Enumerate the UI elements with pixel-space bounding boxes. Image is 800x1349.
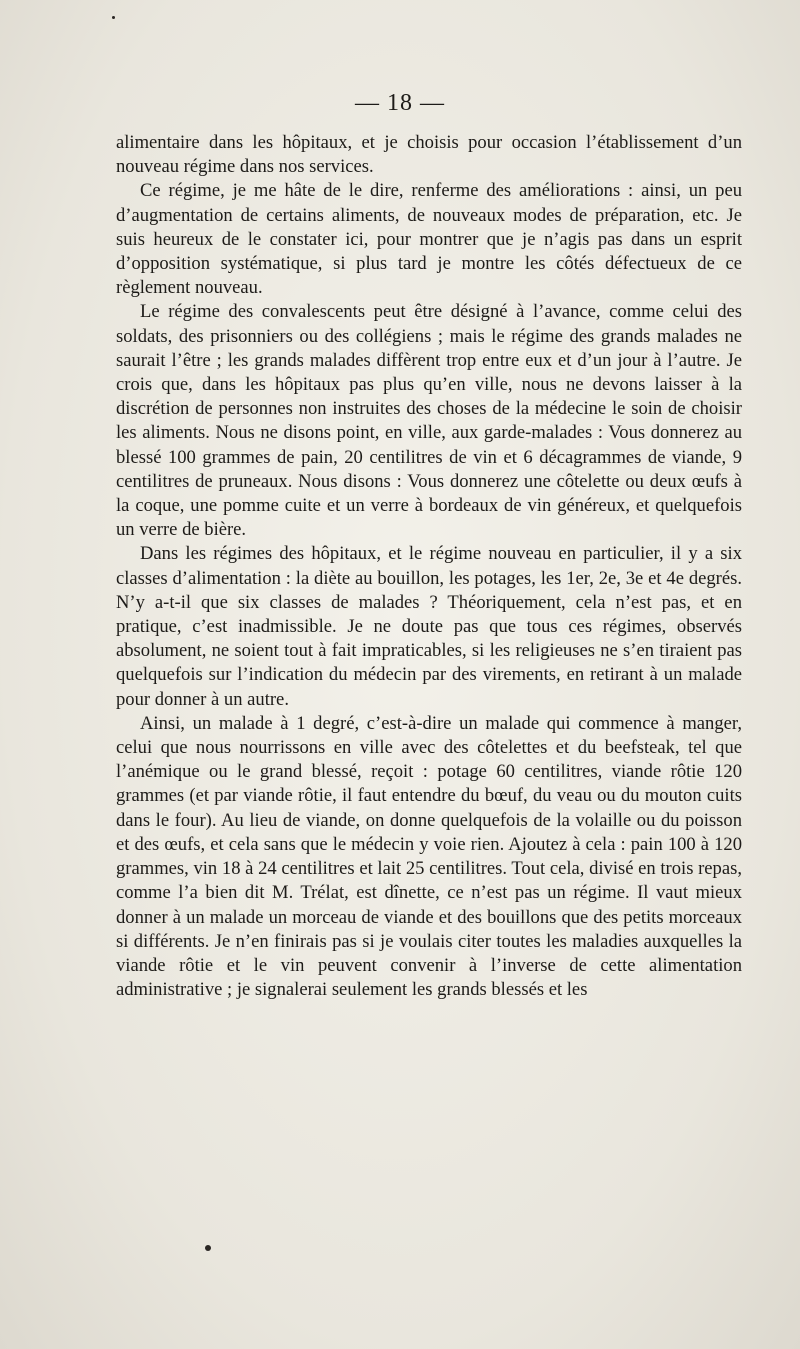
paragraph-classes-alimentation: Dans les régimes des hôpitaux, et le régime nouveau en particulier, il y a six classes d’alimentation : la diète au bouillon, les potages, les 1er, 2e, 3e et 4e degrés. N’y a-t-il que six classes de malades ? Théoriquement, cela n’est pas, et en pratique, c’est inadmissible. Je ne doute pas que tous ces régimes, observés absolument, ne soient tout à fait impraticables, si les religieuses ne s’en tiraient pas quelquefois sur l’indication du médecin par des virements, en retirant à un malade pour donner à un autre. bbox=[116, 543, 742, 710]
page-number: — 18 — bbox=[355, 90, 445, 116]
paragraph-malade-premier-degre: Ainsi, un malade à 1 degré, c’est-à-dire un malade qui commence à manger, celui que nous nourrissons en ville avec des côtelettes et du beefsteak, tel que l’anémique ou le grand blessé, reçoit : potage 60 centilitres, viande rôtie 120 grammes (et par viande rôtie, il faut entendre du bœuf, du veau ou du mouton cuits dans le four). Au lieu de viande, on donne quelquefois de la volaille ou du poisson et des œufs, et cela sans que le médecin y voie rien. Ajoutez à cela : pain 100 à 120 grammes, vin 18 à 24 centilitres et lait 25 centilitres. Tout cela, divisé en trois repas, comme l’a bien dit M. Trélat, est dînette, ce n’est pas un régime. Il vaut mieux donner à un malade un morceau de viande et des bouillons que des petits morceaux si différents. Je n’en finirais pas si je voulais citer toutes les maladies auxquelles la viande rôtie et le vin peuvent convenir à l’inverse de cette alimentation administrative ; je signalerai seulement les grands blessés et les bbox=[116, 712, 742, 1001]
paragraph-convalescents: Le régime des convalescents peut être désigné à l’avance, comme celui des soldats, des prisonniers ou des collégiens ; mais le régime des grands malades ne saurait l’être ; les grands malades diffèrent trop entre eux et d’un jour à l’autre. Je crois que, dans les hôpitaux pas plus qu’en ville, nous ne devons laisser à la discrétion de personnes non instruites des choses de la médecine le soin de choisir les aliments. Nous ne disons point, en ville, aux garde-malades : Vous donnerez au blessé 100 grammes de pain, 20 centilitres de vin et 6 décagrammes de viande, 9 centilitres de pruneaux. Nous disons : Vous donnerez une côtelette ou deux œufs à la coque, une pomme cuite et un verre à bordeaux de vin généreux, et quelquefois un verre de bière. bbox=[116, 301, 742, 541]
paragraph-continuation: alimentaire dans les hôpitaux, et je choisis pour occasion l’établissement d’un nouveau régime dans nos services. bbox=[116, 132, 742, 178]
body-text bbox=[116, 131, 742, 1002]
paragraph-regime-ameliorations: Ce régime, je me hâte de le dire, renferme des améliorations : ainsi, un peu d’augmentation de certains aliments, de nouveaux modes de préparation, etc. Je suis heureux de le constater ici, pour montrer que je n’agis pas dans un esprit d’opposition systématique, si plus tard je montre les côtés défectueux de ce règlement nouveau. bbox=[116, 180, 742, 299]
ink-speck bbox=[112, 16, 115, 19]
ink-speck bbox=[205, 1245, 211, 1251]
